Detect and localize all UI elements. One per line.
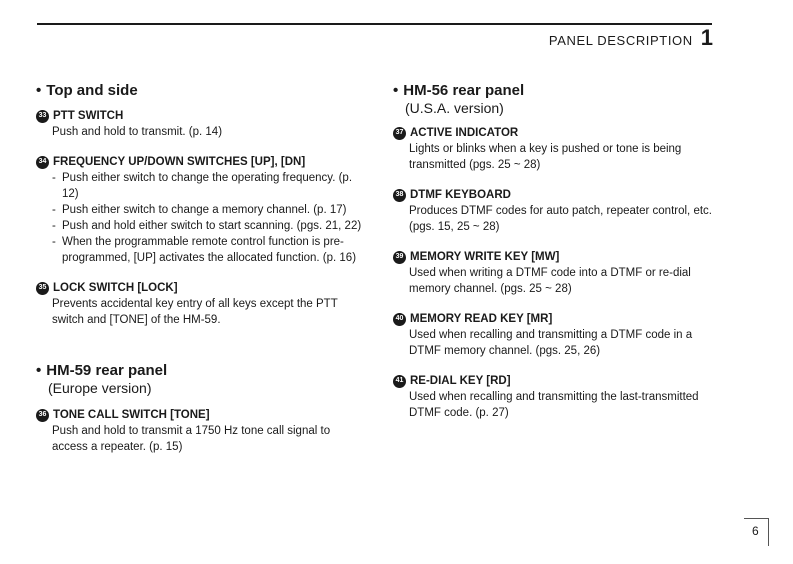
item-body: Push and hold to transmit. (p. 14) bbox=[52, 126, 223, 138]
item-dtmf-keyboard bbox=[393, 187, 718, 235]
page-header bbox=[549, 27, 713, 49]
item-memory-read-key bbox=[393, 311, 718, 359]
bullet-item: - When the programmable remote control function is pre-programmed, [UP] activates the allocated function. (p. 16) bbox=[52, 234, 364, 266]
item-body: Used when writing a DTMF code into a DTMF or re-dial memory channel. (pgs. 25 ~ 28) bbox=[409, 267, 691, 295]
item-redial-key bbox=[393, 373, 718, 421]
item-body: Prevents accidental key entry of all keys except the PTT switch and [TONE] of the HM-59. bbox=[52, 298, 338, 326]
item-lock-switch bbox=[36, 280, 364, 328]
item-number-badge: 41 bbox=[393, 375, 406, 388]
item-number-badge: 37 bbox=[393, 127, 406, 140]
item-ptt-switch bbox=[36, 108, 364, 140]
item-number-badge: 34 bbox=[36, 156, 49, 169]
header-rule bbox=[37, 23, 712, 25]
item-number-badge: 40 bbox=[393, 313, 406, 326]
item-frequency-switches bbox=[36, 154, 364, 266]
item-body: Used when recalling and transmitting a DTMF code in a DTMF memory channel. (pgs. 25, 26) bbox=[409, 329, 693, 357]
section-title-hm59: • HM-59 rear panel bbox=[36, 362, 168, 379]
item-heading: ACTIVE INDICATOR bbox=[410, 127, 519, 139]
item-number-badge: 35 bbox=[36, 282, 49, 295]
item-memory-write-key bbox=[393, 249, 718, 297]
corner-mark-horizontal bbox=[744, 518, 768, 519]
item-number-badge: 38 bbox=[393, 189, 406, 202]
chapter-number: 1 bbox=[700, 25, 713, 50]
corner-mark-vertical bbox=[768, 518, 769, 546]
section-title-top-side: • Top and side bbox=[36, 82, 138, 99]
item-active-indicator bbox=[393, 125, 718, 173]
item-heading: PTT SWITCH bbox=[53, 110, 124, 122]
item-heading: TONE CALL SWITCH [TONE] bbox=[53, 409, 210, 421]
left-column bbox=[36, 82, 364, 469]
item-number-badge: 39 bbox=[393, 251, 406, 264]
item-bullet-list bbox=[36, 170, 364, 266]
item-number-badge: 36 bbox=[36, 409, 49, 422]
item-number-badge: 33 bbox=[36, 110, 49, 123]
item-heading: MEMORY WRITE KEY [MW] bbox=[410, 251, 560, 263]
section-subtitle-hm56: (U.S.A. version) bbox=[405, 100, 504, 116]
page-number: 6 bbox=[752, 524, 759, 538]
item-heading: DTMF KEYBOARD bbox=[410, 189, 511, 201]
header-title: PANEL DESCRIPTION bbox=[548, 33, 693, 48]
item-heading: RE-DIAL KEY [RD] bbox=[410, 375, 511, 387]
item-body: Push and hold to transmit a 1750 Hz tone call signal to access a repeater. (p. 15) bbox=[52, 425, 331, 453]
section-title-hm56: • HM-56 rear panel bbox=[393, 82, 525, 99]
right-column bbox=[393, 82, 718, 435]
item-body: Lights or blinks when a key is pushed or tone is being transmitted (pgs. 25 ~ 28) bbox=[409, 143, 682, 171]
section-subtitle-hm59: (Europe version) bbox=[48, 380, 152, 396]
bullet-item: - Push either switch to change a memory channel. (p. 17) bbox=[52, 202, 364, 218]
item-heading: MEMORY READ KEY [MR] bbox=[410, 313, 553, 325]
bullet-item: - Push and hold either switch to start scanning. (pgs. 21, 22) bbox=[52, 218, 364, 234]
item-body: Produces DTMF codes for auto patch, repeater control, etc. (pgs. 15, 25 ~ 28) bbox=[409, 205, 712, 233]
bullet-item: - Push either switch to change the operating frequency. (p. 12) bbox=[52, 170, 364, 202]
item-heading: LOCK SWITCH [LOCK] bbox=[53, 282, 178, 294]
item-body: Used when recalling and transmitting the last-transmitted DTMF code. (p. 27) bbox=[409, 391, 699, 419]
item-heading: FREQUENCY UP/DOWN SWITCHES [UP], [DN] bbox=[53, 156, 306, 168]
item-tone-call-switch bbox=[36, 407, 364, 455]
